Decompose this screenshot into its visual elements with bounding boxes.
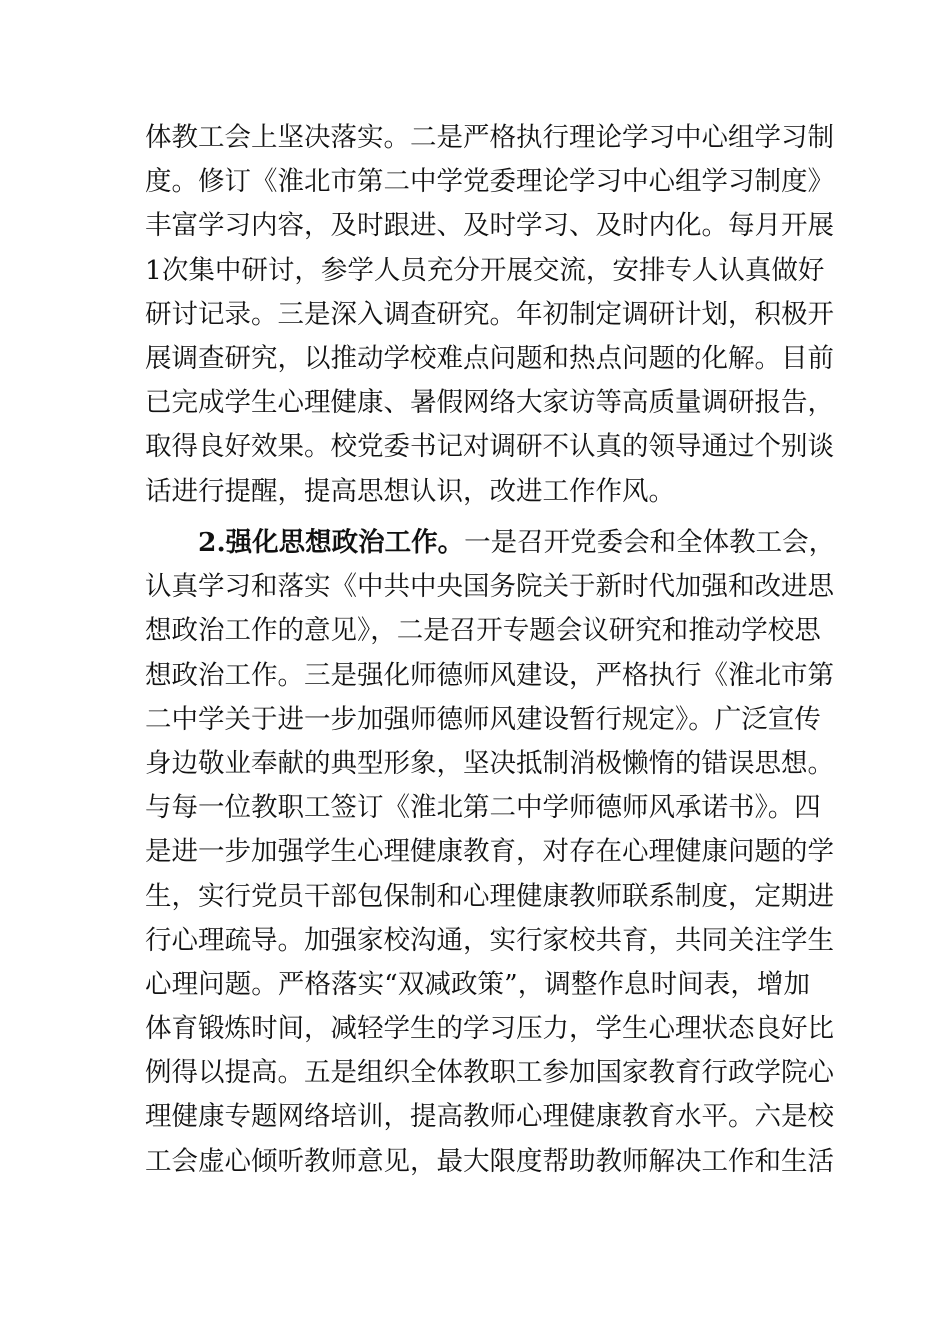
- paragraph-line: 展调查研究，以推动学校难点问题和热点问题的化解。目前: [145, 342, 834, 374]
- paragraph-first-line: [145, 521, 836, 565]
- paragraph-2: [145, 521, 836, 1184]
- paragraph-line: 1次集中研讨，参学人员充分开展交流，安排专人认真做好: [145, 254, 825, 286]
- paragraph-line: 认真学习和落实《中共中央国务院关于新时代加强和改进思: [145, 571, 834, 603]
- section-heading: 2.强化思想政治工作。: [198, 527, 465, 558]
- paragraph-line: 工会虚心倾听教师意见，最大限度帮助教师解决工作和生活: [145, 1145, 834, 1177]
- paragraph-line: 体育锻炼时间，减轻学生的学习压力，学生心理状态良好比: [145, 1013, 834, 1045]
- paragraph-line: 话进行提醒，提高思想认识，改进工作作风。: [145, 475, 675, 507]
- paragraph-line: 丰富学习内容，及时跟进、及时学习、及时内化。每月开展: [145, 210, 834, 242]
- paragraph-line: 行心理疏导。加强家校沟通，实行家校共育，共同关注学生: [145, 924, 834, 956]
- paragraph-line: 二中学关于进一步加强师德师风建设暂行规定》。广泛宣传: [145, 703, 821, 735]
- paragraph-line: 已完成学生心理健康、暑假网络大家访等高质量调研报告，: [145, 387, 834, 419]
- paragraph-line-rest: 一是召开党委会和全体教工会，: [464, 527, 836, 558]
- paragraph-line: 与每一位教职工签订《淮北第二中学师德师风承诺书》。四: [145, 792, 821, 824]
- paragraph-1: [145, 116, 834, 514]
- paragraph-line: 体教工会上坚决落实。二是严格执行理论学习中心组学习制: [145, 122, 834, 153]
- paragraph-line: 生，实行党员干部包保制和心理健康教师联系制度，定期进: [145, 880, 834, 912]
- paragraph-line: 是进一步加强学生心理健康教育，对存在心理健康问题的学: [145, 836, 834, 868]
- paragraph-line: 取得良好效果。校党委书记对调研不认真的领导通过个别谈: [145, 431, 834, 463]
- paragraph-line: 理健康专题网络培训，提高教师心理健康教育水平。六是校: [145, 1101, 834, 1133]
- paragraph-line: 想政治工作的意见》，二是召开专题会议研究和推动学校思: [145, 615, 821, 647]
- paragraph-line: 身边敬业奉献的典型形象，坚决抵制消极懒惰的错误思想。: [145, 747, 834, 779]
- paragraph-line: 心理问题。严格落实“双减政策”，调整作息时间表，增加: [145, 968, 810, 1000]
- paragraph-line: 想政治工作。三是强化师德师风建设，严格执行《淮北市第: [145, 659, 834, 691]
- paragraph-line: 研讨记录。三是深入调查研究。年初制定调研计划，积极开: [145, 298, 834, 330]
- paragraph-line: 度。修订《淮北市第二中学党委理论学习中心组学习制度》: [145, 166, 834, 198]
- paragraph-line: 例得以提高。五是组织全体教职工参加国家教育行政学院心: [145, 1057, 834, 1089]
